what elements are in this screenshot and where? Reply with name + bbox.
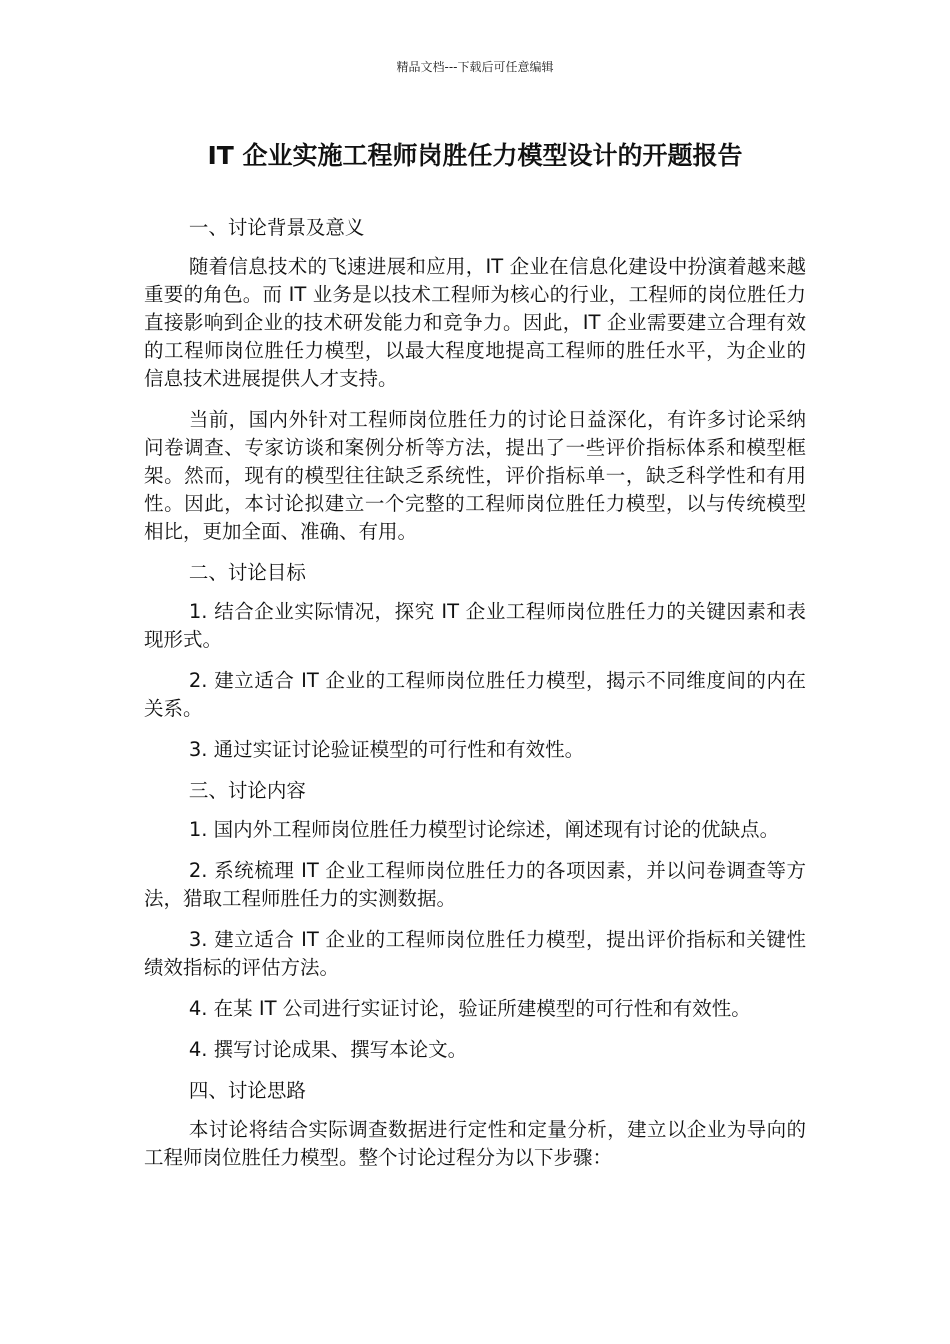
document-body <box>144 214 806 1185</box>
section-heading-approach: 四、讨论思路 <box>188 1079 306 1102</box>
paragraph-background-2: 当前，国内外针对工程师岗位胜任力的讨论日益深化，有许多讨论采纳问卷调查、专家访谈和案例分析等方法，提出了一些评价指标体系和模型框架。然而，现有的模型往往缺乏系统性，评价指标单一，缺乏科学性和有用性。因此，本讨论拟建立一个完整的工程师岗位胜任力模型，以与传统模型相比，更加全面、准确、有用。 <box>144 408 806 543</box>
paragraph-approach: 本讨论将结合实际调查数据进行定性和定量分析，建立以企业为导向的工程师岗位胜任力模型。整个讨论过程分为以下步骤： <box>144 1118 806 1169</box>
goal-item-2: 2. 建立适合 IT 企业的工程师岗位胜任力模型，揭示不同维度间的内在关系。 <box>144 669 806 720</box>
content-item-5: 4. 撰写讨论成果、撰写本论文。 <box>188 1038 468 1061</box>
header-note: 精品文档---下载后可任意编辑 <box>396 60 554 74</box>
content-item-1: 1. 国内外工程师岗位胜任力模型讨论综述，阐述现有讨论的优缺点。 <box>188 818 780 841</box>
section-heading-content: 三、讨论内容 <box>188 779 306 802</box>
content-item-4: 4. 在某 IT 公司进行实证讨论，验证所建模型的可行性和有效性。 <box>188 997 751 1020</box>
content-item-2: 2. 系统梳理 IT 企业工程师岗位胜任力的各项因素，并以问卷调查等方法，猎取工程师胜任力的实测数据。 <box>144 859 806 910</box>
section-heading-background: 一、讨论背景及意义 <box>188 216 365 239</box>
goal-item-1: 1. 结合企业实际情况，探究 IT 企业工程师岗位胜任力的关键因素和表现形式。 <box>144 600 806 651</box>
goal-item-3: 3. 通过实证讨论验证模型的可行性和有效性。 <box>188 738 585 761</box>
document-title: IT 企业实施工程师岗胜任力模型设计的开题报告 <box>207 141 743 170</box>
content-item-3: 3. 建立适合 IT 企业的工程师岗位胜任力模型，提出评价指标和关键性绩效指标的评估方法。 <box>144 928 806 979</box>
paragraph-background-1: 随着信息技术的飞速进展和应用，IT 企业在信息化建设中扮演着越来越重要的角色。而 IT 业务是以技术工程师为核心的行业，工程师的岗位胜任力直接影响到企业的技术研发能力和竞争力。因此，IT 企业需要建立合理有效的工程师岗位胜任力模型，以最大程度地提高工程师的胜任水平，为企业的信息技术进展提供人才支持。 <box>144 255 806 390</box>
section-heading-goals: 二、讨论目标 <box>188 561 306 584</box>
